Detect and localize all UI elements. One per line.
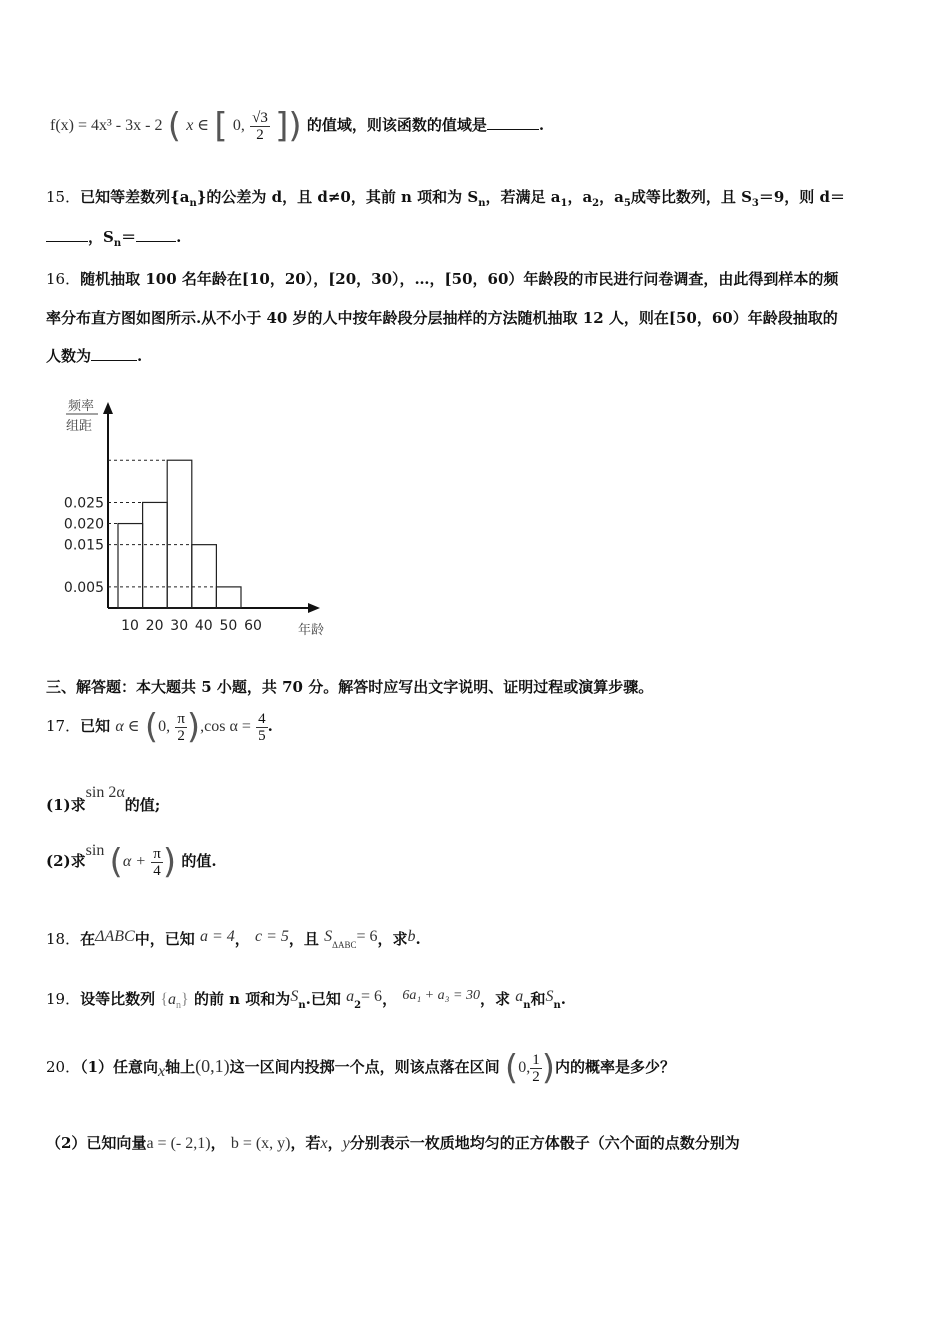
bracket-left: [ (214, 106, 228, 146)
q15-text: ，若满足 a (485, 188, 561, 206)
x-tick-label: 60 (244, 618, 262, 634)
answer-blank[interactable] (91, 346, 137, 361)
q17-part1 (46, 784, 904, 815)
q14-text: 的值域，则该函数的值域是 (306, 116, 487, 134)
q18-end: . (415, 930, 421, 948)
question-number: 18． (46, 930, 81, 948)
section3-heading (46, 676, 904, 697)
question-number: 17． (46, 717, 81, 735)
a2: a (346, 988, 355, 1005)
area-value: = 6 (356, 928, 378, 945)
q19-text: 和 (530, 990, 546, 1008)
q19-text: .已知 (305, 990, 341, 1008)
q20-line2 (46, 1132, 904, 1153)
y-tick-label: 0.005 (63, 579, 104, 596)
pi-over-2 (175, 711, 187, 744)
domain-variable: x ∈ (186, 117, 210, 134)
q15-line1 (46, 186, 904, 209)
q20-text: ，若 (290, 1134, 321, 1152)
vector-b: b = (x, y) (230, 1135, 291, 1152)
q19-end: . (560, 990, 567, 1008)
subscript: n (113, 238, 122, 249)
histogram-bar (192, 545, 217, 608)
q20-text: 内的概率是多少？ (554, 1058, 675, 1076)
y-tick-label: 0.015 (63, 537, 104, 554)
equation-2: 6a₁ + a₃ = 30 (402, 988, 480, 1003)
one-half (530, 1052, 542, 1085)
part-label: (2)求 (46, 852, 86, 870)
domain-fraction (250, 110, 270, 143)
alpha-plus: α + (122, 853, 147, 870)
interval-left: 0, (518, 1059, 531, 1076)
fraction-numerator: π (177, 710, 185, 727)
q18-line (46, 928, 904, 950)
q19-line (46, 988, 904, 1011)
histogram-bar (216, 587, 241, 608)
a-value: a = 4 (199, 928, 235, 945)
q16-line2 (46, 307, 904, 328)
q16-line1 (46, 268, 904, 289)
q17-end: . (267, 717, 273, 735)
part-label: (1)求 (46, 796, 86, 814)
triangle-abc: ΔABC (95, 928, 135, 945)
sn-ask: S (545, 988, 554, 1005)
q17-text: 已知 (80, 717, 111, 735)
q19-text: ， (382, 990, 398, 1008)
q15-text: 已知等差数列{a (80, 188, 190, 206)
paren-left: ( (167, 106, 181, 146)
q20-text: （1）任意向 (80, 1058, 159, 1076)
interval-01: (0,1) (195, 1056, 230, 1076)
fraction-numerator: √3 (252, 109, 268, 126)
cos-part: ,cos α = (200, 718, 251, 735)
sin-2alpha: sin 2α (85, 784, 125, 801)
fraction-denominator: 2 (532, 1068, 540, 1085)
vector-a: a = (- 2,1) (146, 1135, 211, 1152)
subscript: n (478, 198, 486, 209)
q15-text: 成等比数列，且 S (630, 188, 752, 206)
an: a (168, 991, 177, 1008)
y-axis-arrow (103, 402, 113, 414)
sequence-an: $\{a_n\}$ (160, 991, 189, 1012)
q20-text: 轴上 (165, 1058, 196, 1076)
paren-right: ) (162, 842, 177, 882)
subscript: 2 (354, 1000, 362, 1011)
section-heading-text: 三、解答题：本大题共 5 小题，共 70 分。解答时应写出文字说明、证明过程或演算步骤。 (46, 678, 654, 696)
x-axis-arrow (308, 603, 320, 613)
q20-text: （2）已知向量 (46, 1134, 147, 1152)
paren-left: ( (504, 1048, 519, 1088)
y-tick-label: 0.025 (63, 495, 104, 512)
histogram-bar (143, 502, 168, 608)
q20-text: ， (210, 1134, 226, 1152)
sin-text: sin (85, 842, 105, 859)
bracket-right: ] (275, 106, 289, 146)
question-number: 19． (46, 990, 81, 1008)
y-tick-label: 0.020 (63, 516, 104, 533)
q18-text: ，且 (288, 930, 319, 948)
answer-blank[interactable] (487, 115, 539, 130)
histogram-svg (54, 392, 344, 642)
paren-left: ( (144, 707, 159, 747)
subscript: n (523, 1000, 531, 1011)
a2-value: = 6 (361, 988, 383, 1005)
x-var: x (320, 1135, 328, 1152)
q17-line (46, 707, 904, 747)
q15-text: ，a (599, 188, 624, 206)
q18-text: 在 (80, 930, 96, 948)
q14-tail-line (46, 106, 904, 146)
q19-text: ，求 (479, 990, 510, 1008)
x-tick-label: 10 (121, 618, 139, 634)
subscript: n (189, 198, 197, 209)
q16-text: 率分布直方图如图所示.从不小于 40 岁的人中按年龄段分层抽样的方法随机抽取 12 人，则在[50，60）年龄段抽取的 (46, 309, 838, 327)
answer-blank-d[interactable] (46, 227, 88, 242)
fraction-denominator: 2 (256, 126, 264, 143)
x-tick-label: 30 (170, 618, 189, 634)
q16-text: 人数为 (46, 347, 92, 365)
subscript: 5 (623, 198, 631, 209)
question-number: 16． (46, 270, 81, 288)
q19-text: 设等比数列 (80, 990, 156, 1008)
q18-text: ， (234, 930, 250, 948)
q15-text: ，S (88, 228, 114, 246)
paren-right: ) (541, 1048, 555, 1088)
q15-text: ，a (567, 188, 593, 206)
question-number: 20． (46, 1058, 81, 1076)
x-axis-var: x (158, 1063, 166, 1080)
q20-text: ， (327, 1134, 343, 1152)
domain-left-bound: 0, (232, 117, 245, 134)
fraction-numerator: 1 (532, 1051, 540, 1068)
sn: S (290, 988, 299, 1005)
q14-end: . (538, 116, 545, 134)
histogram (54, 392, 344, 642)
q15-end: . (176, 228, 182, 246)
q15-text: ＝ (121, 228, 137, 246)
subscript: n (298, 1000, 306, 1011)
paren-left: ( (109, 842, 123, 882)
q15-text: }的公差为 d，且 d≠0，其前 n 项和为 S (196, 188, 479, 206)
q17-p2-end: 的值. (181, 852, 217, 870)
subscript: 1 (560, 198, 568, 209)
fraction-denominator: 5 (258, 727, 266, 744)
question-number: 15． (46, 188, 81, 206)
q15-text: ＝9，则 d＝ (758, 188, 846, 206)
fraction-numerator: π (153, 845, 161, 862)
x-axis-label: 年龄 (298, 623, 325, 638)
fraction-denominator: 2 (177, 727, 185, 744)
histogram-bar (167, 460, 192, 608)
q19-text: 的前 n 项和为 (193, 990, 291, 1008)
function-expression: f(x) = 4x³ - 3x - 2 (50, 117, 163, 134)
x-tick-label: 50 (219, 618, 238, 634)
alpha-in: α ∈ (115, 718, 140, 735)
q20-text: 分别表示一枚质地均匀的正方体骰子（六个面的点数分别为 (349, 1134, 740, 1152)
q16-end: . (137, 347, 143, 365)
fraction-denominator: 4 (153, 862, 161, 879)
subscript: 2 (592, 198, 600, 209)
q17-p1-end: 的值; (124, 796, 161, 814)
x-tick-label: 20 (145, 618, 164, 634)
paren-right: ) (288, 106, 302, 146)
q17-part2 (46, 842, 904, 882)
c-value: c = 5 (255, 928, 289, 945)
four-fifths (256, 711, 268, 744)
subscript: n (176, 1000, 182, 1012)
y-axis-label-top: 频率 (68, 399, 95, 414)
q16-line3 (46, 345, 904, 366)
subscript: n (553, 1000, 561, 1011)
subscript: 3 (751, 198, 759, 209)
q15-line2 (46, 226, 904, 249)
y-axis-label-bottom: 组距 (66, 419, 93, 434)
q20-text: 这一区间内投掷一个点，则该点落在区间 (229, 1058, 500, 1076)
an-ask: a (515, 988, 524, 1005)
q16-text: 随机抽取 100 名年龄在[10，20），[20，30），…，[50，60）年龄段的市民进行问卷调查，由此得到样本的频 (80, 270, 839, 288)
area-subscript: ΔABC (332, 940, 357, 950)
paren-right: ) (186, 707, 201, 747)
fraction-numerator: 4 (258, 710, 266, 727)
y-var: y (342, 1135, 350, 1152)
histogram-bar (118, 524, 143, 608)
area-s: S (324, 928, 333, 945)
interval-left: 0, (158, 718, 171, 735)
q20-line1 (46, 1048, 904, 1088)
pi-over-4 (151, 846, 163, 879)
q18-text: ，求 (377, 930, 408, 948)
b-var: b (407, 928, 416, 945)
answer-blank-sn[interactable] (136, 227, 176, 242)
x-tick-label: 40 (194, 618, 213, 634)
q18-text: 中，已知 (134, 930, 195, 948)
